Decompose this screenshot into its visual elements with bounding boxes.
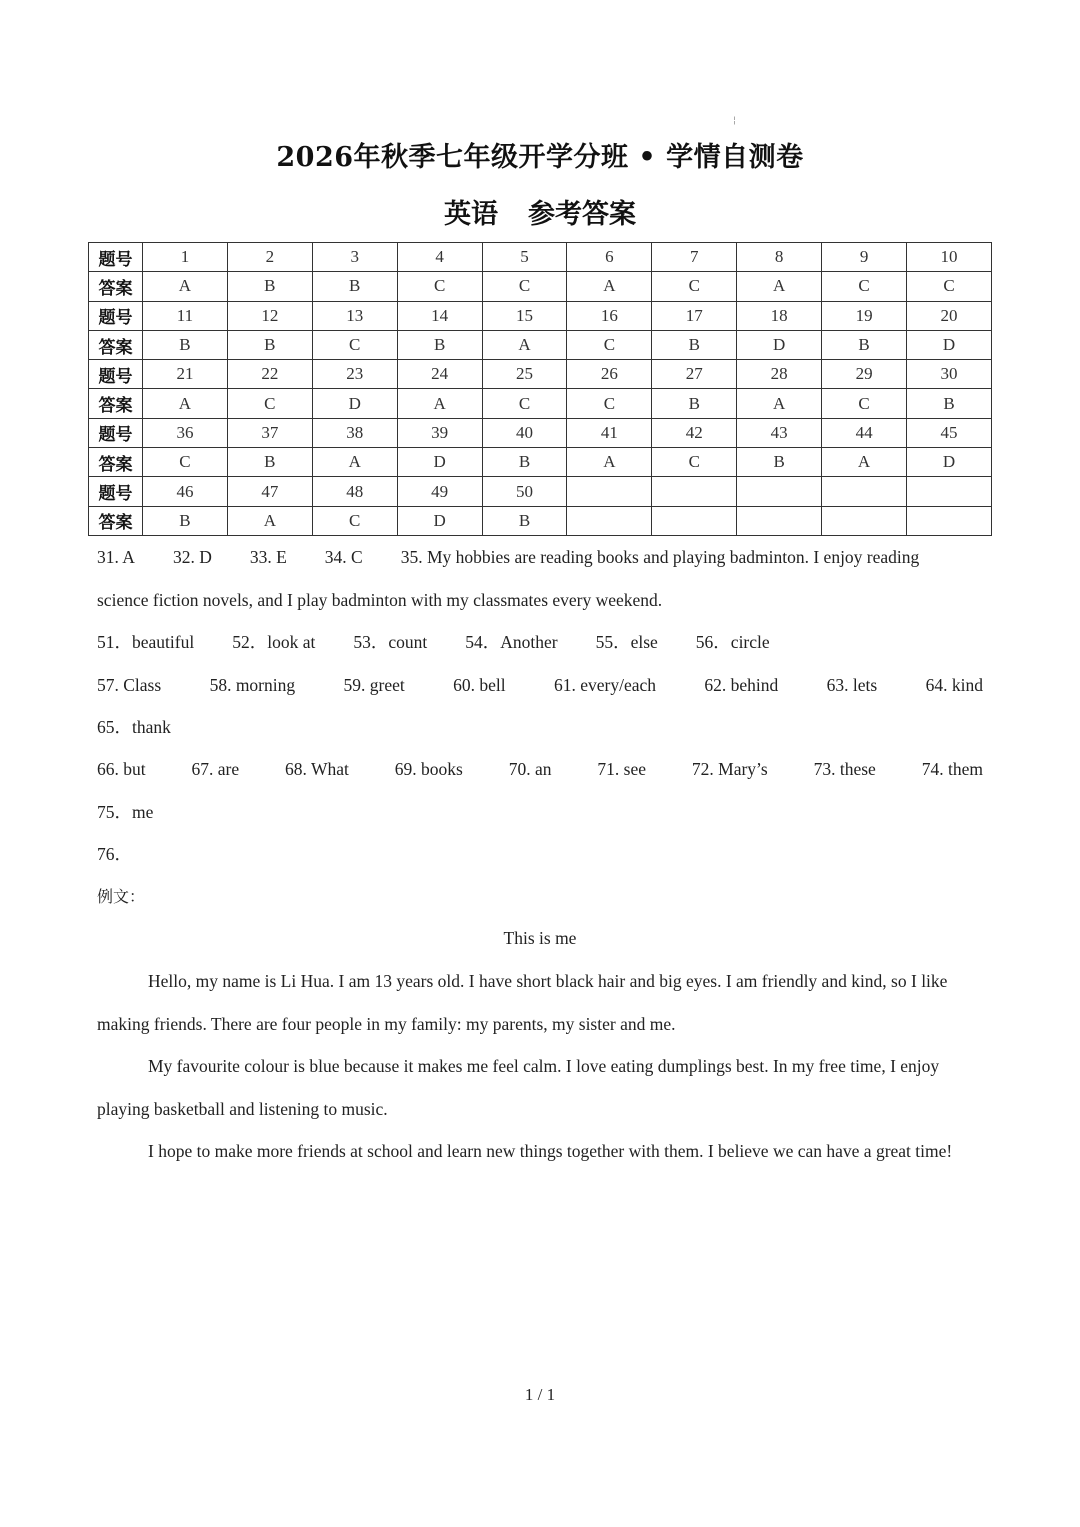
number-row-label: 题号 <box>89 477 143 506</box>
answer-55: 55．else <box>595 632 658 652</box>
answer-cell: D <box>312 389 397 418</box>
answer-cell: B <box>652 389 737 418</box>
question-number-cell: 37 <box>227 418 312 447</box>
answer-73: 73. these <box>813 759 876 779</box>
essay-paragraph-2: My favourite colour is blue because it makes me feel calm. I love eating dumplings best. In my free time, I enjoy playing basketball and listening to music. <box>97 1056 940 1119</box>
answer-cell: B <box>907 389 992 418</box>
answer-cell: A <box>737 272 822 301</box>
answer-cell: B <box>822 330 907 359</box>
answer-68: 68. What <box>285 759 349 779</box>
question-number-cell: 39 <box>397 418 482 447</box>
answer-66: 66. but <box>97 759 146 779</box>
question-number-cell: 1 <box>143 243 228 272</box>
answer-cell: C <box>482 389 567 418</box>
answer-33: 33. E <box>249 547 287 567</box>
answer-cell: A <box>482 330 567 359</box>
question-number-cell: 43 <box>737 418 822 447</box>
question-number-cell: 36 <box>143 418 228 447</box>
question-number-cell: 16 <box>567 301 652 330</box>
question-number-cell: 27 <box>652 360 737 389</box>
question-number-cell <box>737 477 822 506</box>
answer-74: 74. them <box>921 759 983 779</box>
answer-56: 56．circle <box>695 632 770 652</box>
question-number-cell: 11 <box>143 301 228 330</box>
question-number-cell: 23 <box>312 360 397 389</box>
question-number-cell: 40 <box>482 418 567 447</box>
number-row <box>89 243 992 272</box>
answer-31: 31. A <box>97 547 135 567</box>
answer-72: 72. Mary’s <box>691 759 768 779</box>
question-number-cell: 46 <box>143 477 228 506</box>
question-number-cell: 25 <box>482 360 567 389</box>
answer-75: 75．me <box>97 802 154 822</box>
answer-cell: B <box>737 448 822 477</box>
question-number-cell <box>567 477 652 506</box>
question-number-cell: 28 <box>737 360 822 389</box>
answer-58: 58. morning <box>209 675 296 695</box>
answer-65: 65．thank <box>97 717 171 737</box>
answer-64: 64. kind <box>925 675 983 695</box>
answer-row-label: 答案 <box>89 272 143 301</box>
question-number-cell: 48 <box>312 477 397 506</box>
number-row-label: 题号 <box>89 243 143 272</box>
answer-35-text: 35. My hobbies are reading books and playing badminton. I enjoy reading <box>400 547 920 567</box>
answer-cell: B <box>227 448 312 477</box>
layout-marker: ¦ <box>733 116 737 126</box>
page-number: 1 / 1 <box>524 1385 556 1404</box>
answer-cell: A <box>567 448 652 477</box>
answer-cell: B <box>482 506 567 535</box>
question-number-cell: 14 <box>397 301 482 330</box>
answer-cell: D <box>907 448 992 477</box>
answer-52: 52．look at <box>232 632 316 652</box>
answer-cell: A <box>567 272 652 301</box>
question-number-cell: 29 <box>822 360 907 389</box>
question-number-cell: 49 <box>397 477 482 506</box>
answer-cell: A <box>227 506 312 535</box>
question-number-cell: 21 <box>143 360 228 389</box>
answer-59: 59. greet <box>343 675 405 695</box>
answer-cell <box>567 506 652 535</box>
answer-71: 71. see <box>597 759 646 779</box>
page-subtitle <box>0 195 1080 235</box>
answer-34: 34. C <box>324 547 363 567</box>
question-number-cell: 20 <box>907 301 992 330</box>
answer-57: 57. Class <box>97 675 162 695</box>
question-number-cell: 19 <box>822 301 907 330</box>
question-number-cell: 45 <box>907 418 992 447</box>
answer-cell: C <box>822 272 907 301</box>
question-number-cell: 4 <box>397 243 482 272</box>
answer-row <box>89 448 992 477</box>
answer-53: 53．count <box>353 632 428 652</box>
number-row <box>89 418 992 447</box>
number-row <box>89 360 992 389</box>
answer-row <box>89 330 992 359</box>
question-number-cell: 38 <box>312 418 397 447</box>
answer-cell: A <box>397 389 482 418</box>
question-number-cell: 2 <box>227 243 312 272</box>
answer-row <box>89 272 992 301</box>
answers-57-64 <box>97 673 983 697</box>
answer-cell: A <box>143 389 228 418</box>
question-number-cell: 24 <box>397 360 482 389</box>
question-number-cell: 22 <box>227 360 312 389</box>
subject-label: 英语 <box>444 199 498 230</box>
question-number-cell: 3 <box>312 243 397 272</box>
answer-51: 51．beautiful <box>97 632 195 652</box>
answer-cell: B <box>652 330 737 359</box>
answer-cell: C <box>907 272 992 301</box>
question-number-cell: 9 <box>822 243 907 272</box>
answer-table <box>88 242 992 536</box>
answer-row <box>89 389 992 418</box>
answer-62: 62. behind <box>704 675 779 695</box>
number-row-label: 题号 <box>89 360 143 389</box>
essay-paragraph-3: I hope to make more friends at school and learn new things together with them. I believe we can have a great time! <box>148 1141 953 1161</box>
question-number-cell <box>652 477 737 506</box>
answers-66-74 <box>97 757 983 781</box>
answer-cell: C <box>567 330 652 359</box>
answer-key-label: 参考答案 <box>528 199 636 230</box>
question-number-cell: 10 <box>907 243 992 272</box>
answer-row-label: 答案 <box>89 389 143 418</box>
essay-label: 例文： <box>97 887 146 906</box>
answer-cell: D <box>397 506 482 535</box>
answers-51-56 <box>97 630 983 654</box>
answer-cell: B <box>227 330 312 359</box>
question-number-cell: 50 <box>482 477 567 506</box>
answer-cell <box>737 506 822 535</box>
number-row <box>89 301 992 330</box>
answer-cell: B <box>227 272 312 301</box>
question-number-cell: 30 <box>907 360 992 389</box>
answer-cell: B <box>143 330 228 359</box>
answer-32: 32. D <box>172 547 212 567</box>
answer-cell: C <box>312 506 397 535</box>
answer-cell: A <box>822 448 907 477</box>
answer-cell: A <box>737 389 822 418</box>
question-number-cell: 7 <box>652 243 737 272</box>
answer-cell: B <box>312 272 397 301</box>
answer-row <box>89 506 992 535</box>
question-number-cell: 6 <box>567 243 652 272</box>
question-number-cell: 18 <box>737 301 822 330</box>
answer-cell: B <box>397 330 482 359</box>
answer-cell: C <box>397 272 482 301</box>
answer-cell: C <box>482 272 567 301</box>
page-title: 2026年秋季七年级开学分班 • 学情自测卷 <box>276 142 804 173</box>
answer-67: 67. are <box>191 759 240 779</box>
answer-cell: A <box>143 272 228 301</box>
answer-61: 61. every/each <box>553 675 657 695</box>
answer-cell <box>652 506 737 535</box>
question-number-cell: 5 <box>482 243 567 272</box>
question-number-cell <box>907 477 992 506</box>
answer-cell: B <box>143 506 228 535</box>
question-number-cell: 26 <box>567 360 652 389</box>
essay-title: This is me <box>503 928 577 948</box>
number-row-label: 题号 <box>89 418 143 447</box>
question-number-cell: 8 <box>737 243 822 272</box>
essay-paragraph-1: Hello, my name is Li Hua. I am 13 years old. I have short black hair and big eyes. I am friendly and kind, so I like making friends. There are four people in my family: my parents, my sister and me. <box>97 971 948 1034</box>
answers-31-35-line1 <box>97 545 983 569</box>
answer-cell <box>907 506 992 535</box>
answer-60: 60. bell <box>453 675 506 695</box>
question-number-cell: 17 <box>652 301 737 330</box>
number-row-label: 题号 <box>89 301 143 330</box>
answer-cell: B <box>482 448 567 477</box>
question-number-cell: 41 <box>567 418 652 447</box>
answer-35-continuation: science fiction novels, and I play badminton with my classmates every weekend. <box>97 590 663 610</box>
answer-cell: C <box>227 389 312 418</box>
answer-54: 54．Another <box>465 632 558 652</box>
answer-cell: D <box>397 448 482 477</box>
answer-cell: C <box>567 389 652 418</box>
answer-76: 76． <box>97 844 132 864</box>
number-row <box>89 477 992 506</box>
answer-row-label: 答案 <box>89 506 143 535</box>
question-number-cell: 12 <box>227 301 312 330</box>
question-number-cell <box>822 477 907 506</box>
answer-cell: D <box>737 330 822 359</box>
answer-cell: A <box>312 448 397 477</box>
answer-63: 63. lets <box>826 675 878 695</box>
answer-row-label: 答案 <box>89 330 143 359</box>
answer-cell: C <box>652 448 737 477</box>
answer-row-label: 答案 <box>89 448 143 477</box>
question-number-cell: 42 <box>652 418 737 447</box>
question-number-cell: 47 <box>227 477 312 506</box>
answer-cell: C <box>822 389 907 418</box>
answer-cell: C <box>143 448 228 477</box>
question-number-cell: 44 <box>822 418 907 447</box>
answer-70: 70. an <box>508 759 552 779</box>
answer-69: 69. books <box>394 759 463 779</box>
answer-cell: D <box>907 330 992 359</box>
answer-cell: C <box>312 330 397 359</box>
question-number-cell: 15 <box>482 301 567 330</box>
answer-cell <box>822 506 907 535</box>
answer-cell: C <box>652 272 737 301</box>
question-number-cell: 13 <box>312 301 397 330</box>
